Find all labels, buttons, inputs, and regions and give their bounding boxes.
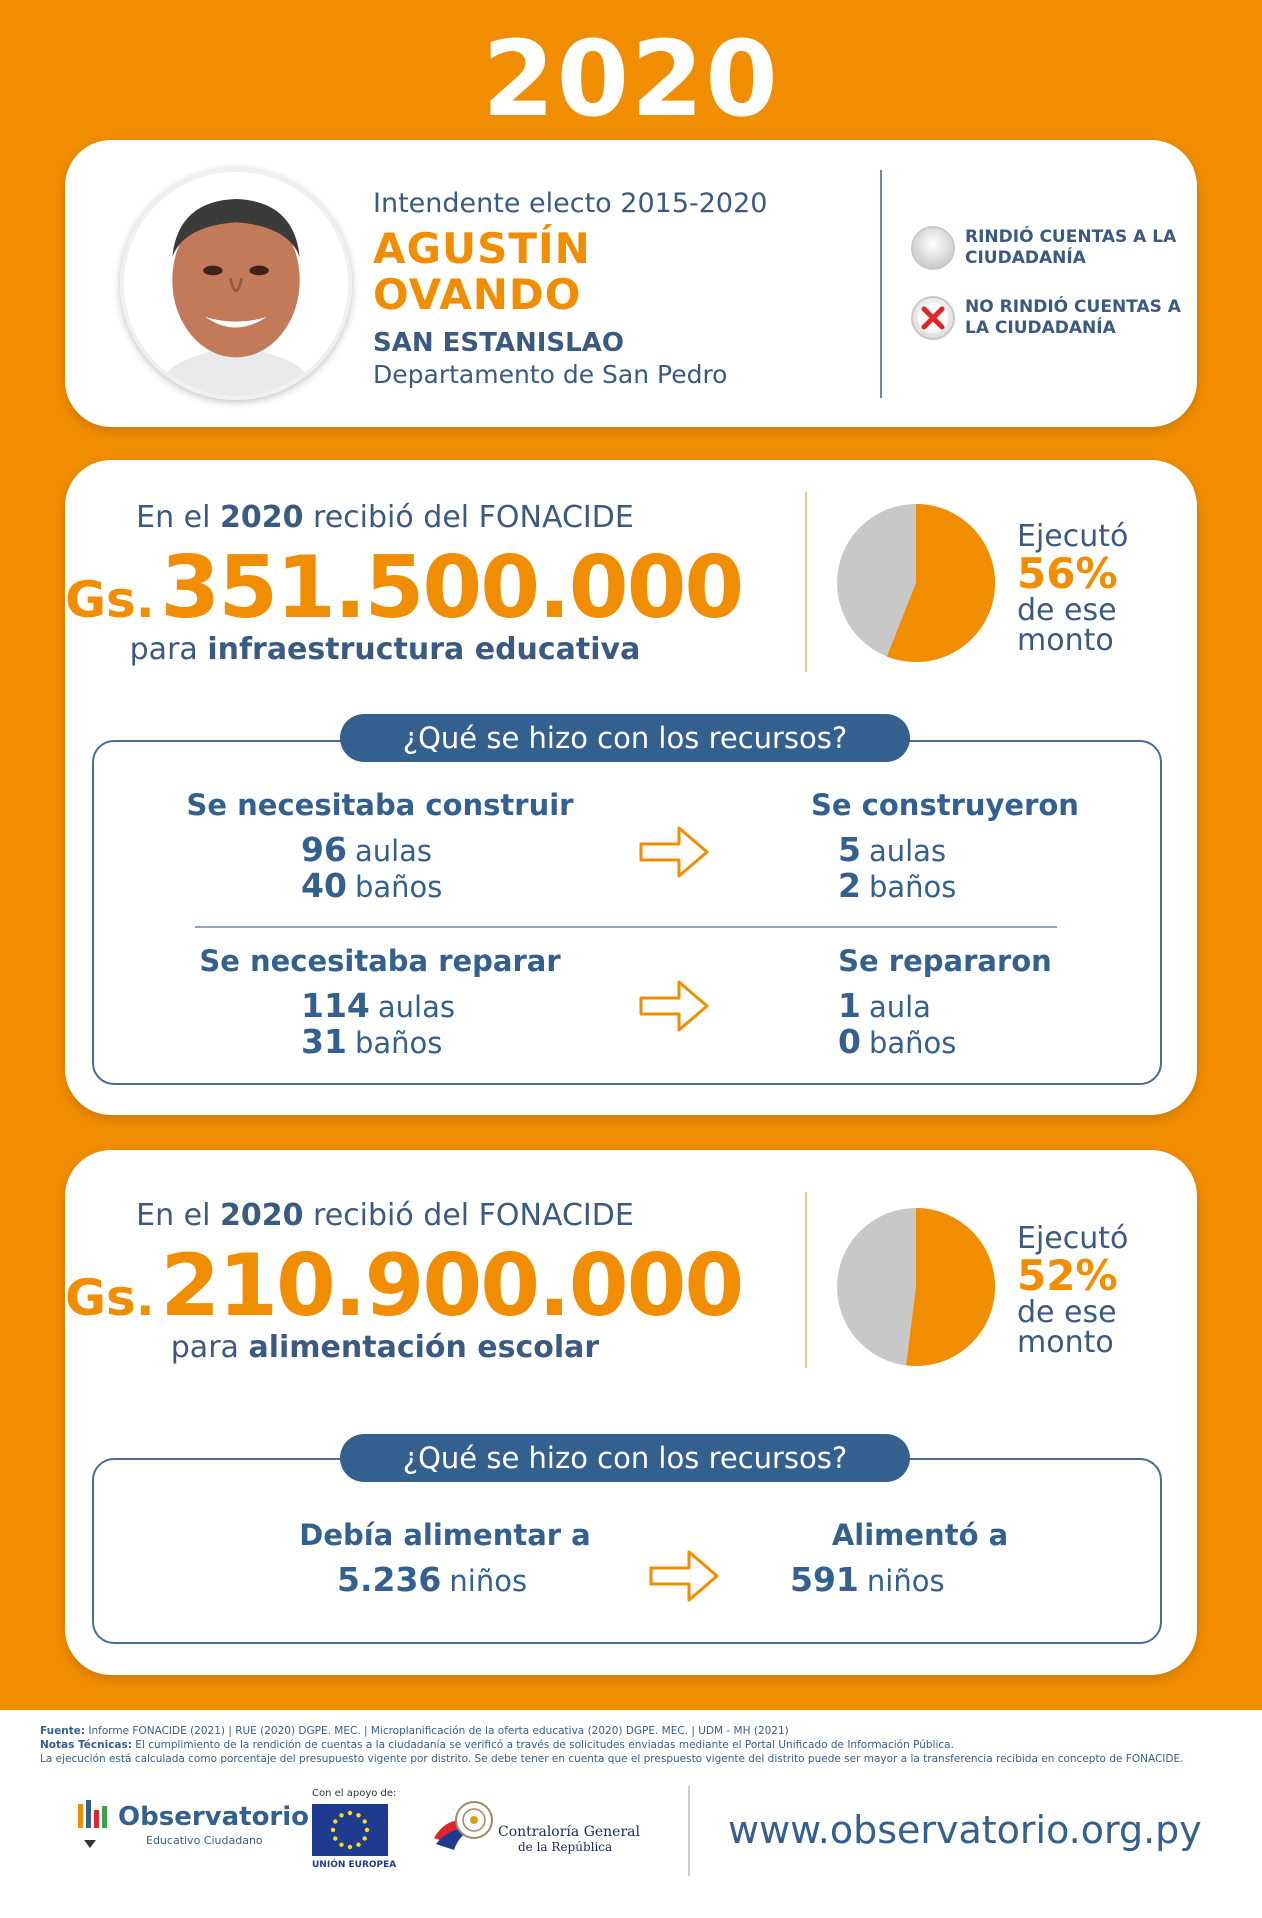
footer-notes: Fuente: Informe FONACIDE (2021) | RUE (2020) DGPE. MEC. | Microplanificación de la oferta educativa (2020) DGPE. MEC. | UDM - MH (2021) Notas Técnicas: El cumplimiento de la rendición de cuentas a la ciudadanía se verificó a través de solicitudes enviadas mediante el Portal Unificado de Información Pública. La ejecución está calculada como porcentaje del presupuesto vigente por distrito. Se debe tener en cuenta que el prespuesto vigente del distrito puede ser mayor a la transferencia recibida en concepto de FONACIDE.: [40, 1725, 1184, 1765]
contraloria-name-line1: Contraloría General: [498, 1824, 640, 1840]
department-name: Departamento de San Pedro: [373, 360, 728, 389]
infra-purpose: para infraestructura educativa: [129, 632, 641, 667]
mayor-first-name: AGUSTÍN: [373, 224, 591, 273]
repair-arrow-icon: [637, 976, 713, 1036]
observatorio-subtitle: Educativo Ciudadano: [146, 1834, 263, 1847]
build-needed-classrooms: 96 aulas: [301, 830, 433, 869]
results-divider: [195, 926, 1057, 928]
built-baths: 2 baños: [838, 866, 957, 905]
legend-rendered: [911, 226, 1185, 270]
food-fed-title: Alimentó a: [831, 1518, 1009, 1552]
not-rendered-x-icon: [911, 296, 955, 340]
footer: [0, 1710, 1262, 1918]
school-food-card: [65, 1150, 1197, 1675]
rendered-indicator-icon: [911, 226, 955, 270]
food-needed-title: Debía alimentar a: [299, 1518, 591, 1552]
eu-support-label: Con el apoyo de:: [312, 1788, 397, 1799]
footer-divider: [688, 1786, 690, 1876]
profile-card: [65, 140, 1197, 427]
website-link[interactable]: www.observatorio.org.py: [728, 1808, 1202, 1852]
food-divider: [805, 1192, 807, 1368]
built-classrooms: 5 aulas: [838, 830, 947, 869]
built-title: Se construyeron: [811, 788, 1079, 822]
mayor-role: Intendente electo 2015-2020: [373, 188, 768, 219]
repair-needed-classrooms: 114 aulas: [301, 986, 455, 1025]
infrastructure-card: [65, 460, 1197, 1115]
build-needed-title: Se necesitaba construir: [186, 788, 574, 822]
food-arrow-icon: [647, 1546, 723, 1606]
contraloria-seal-icon: [428, 1794, 498, 1864]
food-received-text: En el 2020 recibió del FONACIDE: [136, 1198, 634, 1233]
repair-needed-title: Se necesitaba reparar: [199, 944, 561, 978]
build-arrow-icon: [637, 822, 713, 882]
infra-execution-percent: 56%: [1017, 549, 1118, 598]
food-execution-text: Ejecutó 52% de ese monto: [1017, 1224, 1177, 1358]
repaired-classrooms: 1 aula: [838, 986, 931, 1025]
food-execution-pie: [835, 1206, 997, 1368]
build-needed-baths: 40 baños: [301, 866, 443, 905]
food-purpose: para alimentación escolar: [170, 1330, 600, 1365]
food-executed-slice: [906, 1208, 995, 1366]
repaired-baths: 0 baños: [838, 1022, 957, 1061]
year-title: 2020: [482, 18, 780, 140]
repaired-title: Se repararon: [838, 944, 1052, 978]
mayor-last-name: OVANDO: [373, 270, 582, 319]
infra-divider: [805, 492, 807, 672]
food-amount: Gs. 210.900.000: [65, 1236, 743, 1336]
infra-received-text: En el 2020 recibió del FONACIDE: [136, 500, 634, 535]
infra-amount: Gs. 351.500.000: [65, 538, 743, 638]
legend-not-rendered: [911, 296, 1185, 340]
infra-execution-pie: [835, 502, 997, 664]
infra-question-pill: ¿Qué se hizo con los recursos?: [340, 714, 910, 762]
food-fed-children: 591 niños: [790, 1560, 945, 1599]
municipality-name: SAN ESTANISLAO: [373, 328, 624, 358]
food-execution-percent: 52%: [1017, 1251, 1118, 1300]
food-question-pill: ¿Qué se hizo con los recursos?: [340, 1434, 910, 1482]
mayor-photo: [120, 168, 352, 400]
profile-divider: [880, 170, 882, 398]
legend-not-rendered-label: NO RINDIÓ CUENTAS A LA CIUDADANÍA: [965, 297, 1181, 338]
food-needed-children: 5.236 niños: [337, 1560, 528, 1599]
contraloria-name-line2: de la República: [518, 1840, 613, 1854]
observatorio-title: Observatorio: [118, 1802, 310, 1832]
infra-execution-text: Ejecutó 56% de ese monto: [1017, 522, 1177, 656]
repair-needed-baths: 31 baños: [301, 1022, 443, 1061]
legend-rendered-label: RINDIÓ CUENTAS A LA CIUDADANÍA: [965, 227, 1177, 268]
eu-flag-icon: [312, 1804, 388, 1856]
eu-name: UNIÓN EUROPEA: [312, 1860, 397, 1870]
